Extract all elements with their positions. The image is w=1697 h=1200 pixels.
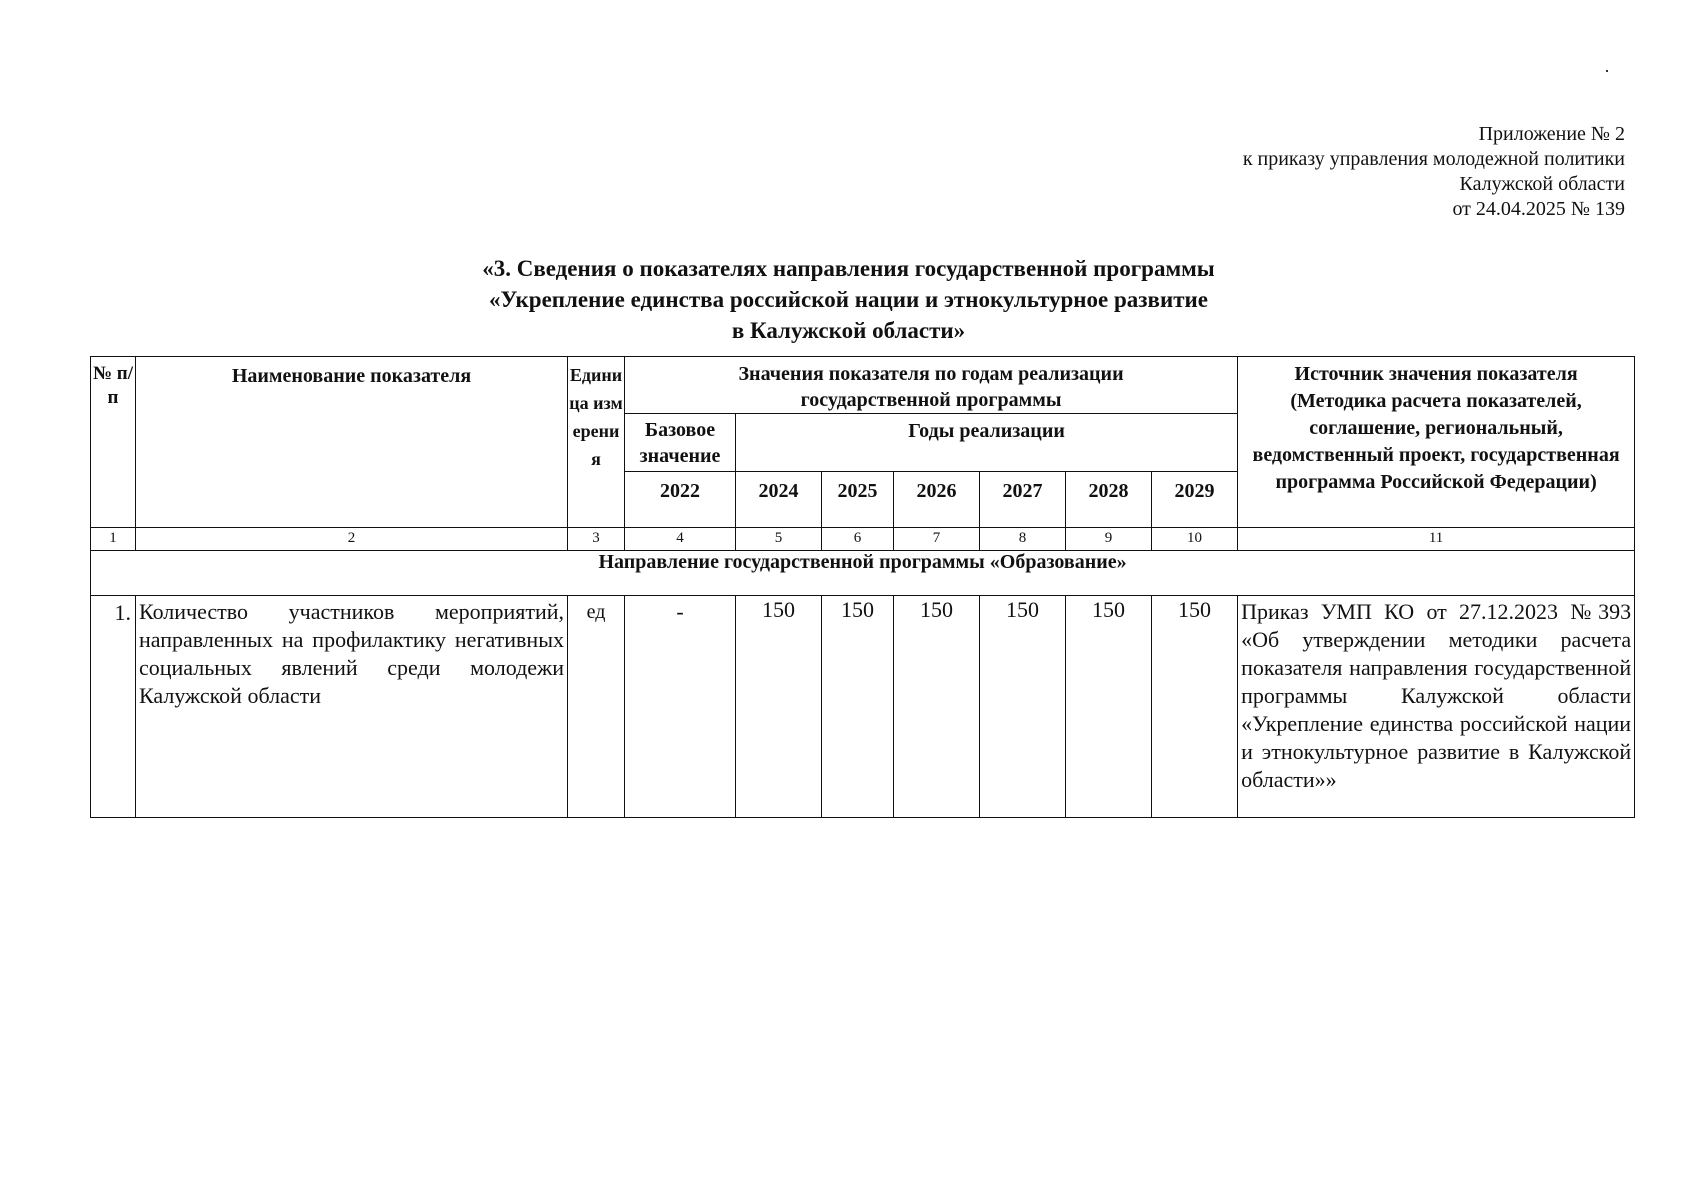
header-year-2027: 2027: [980, 472, 1066, 528]
col-number-4: 4: [625, 528, 736, 551]
col-number-1: 1: [91, 528, 136, 551]
col-number-11: 11: [1238, 528, 1635, 551]
row-value-2028: 150: [1066, 596, 1152, 818]
row-value-2029: 150: [1152, 596, 1238, 818]
row-value-2027: 150: [980, 596, 1066, 818]
document-title: [0, 253, 1697, 346]
table-row: [91, 596, 1635, 818]
appendix-line-3: Калужской области: [1459, 173, 1625, 195]
header-year-2024: 2024: [736, 472, 822, 528]
row-value-2026: 150: [894, 596, 980, 818]
header-year-2028: 2028: [1066, 472, 1152, 528]
scan-speck: [1606, 70, 1608, 72]
appendix-note: [1105, 122, 1625, 222]
col-number-8: 8: [980, 528, 1066, 551]
header-year-2025: 2025: [822, 472, 894, 528]
header-year-2026: 2026: [894, 472, 980, 528]
col-number-7: 7: [894, 528, 980, 551]
header-row-1: [91, 357, 1635, 414]
title-line-3: в Калужской области»: [731, 318, 966, 343]
appendix-line-4: от 24.04.2025 № 139: [1452, 198, 1625, 220]
title-line-2: «Укрепление единства российской нации и этнокультурное развитие: [489, 287, 1208, 312]
header-year-2029: 2029: [1152, 472, 1238, 528]
header-unit: Единица измерения: [568, 357, 625, 528]
column-number-row: [91, 528, 1635, 551]
appendix-line-2: к приказу управления молодежной политики: [1242, 148, 1625, 170]
row-value-2025: 150: [822, 596, 894, 818]
col-number-3: 3: [568, 528, 625, 551]
row-source: Приказ УМП КО от 27.12.2023 №393 «Об утверждении методики расчета показателя направления государственной программы Калужской области «Укрепление единства российской нации и этнокультурное развитие в Калужской области»»: [1238, 596, 1635, 818]
header-years-group: Годы реализации: [736, 414, 1238, 472]
title-line-1: «3. Сведения о показателях направления государственной программы: [482, 256, 1215, 281]
col-number-6: 6: [822, 528, 894, 551]
header-num: № п/п: [91, 357, 136, 528]
section-title: Направление государственной программы «Образование»: [91, 551, 1635, 596]
indicators-table: [90, 356, 1635, 818]
row-name: Количество участников мероприятий, направленных на профилактику негативных социальных явлений среди молодежи Калужской области: [136, 596, 568, 818]
header-values-group: Значения показателя по годам реализации государственной программы: [625, 357, 1238, 414]
row-num: 1.: [91, 596, 136, 818]
col-number-9: 9: [1066, 528, 1152, 551]
col-number-2: 2: [136, 528, 568, 551]
row-value-2024: 150: [736, 596, 822, 818]
col-number-5: 5: [736, 528, 822, 551]
row-unit: ед: [568, 596, 625, 818]
header-name: Наименование показателя: [136, 357, 568, 528]
header-base: Базовое значение: [625, 414, 736, 472]
col-number-10: 10: [1152, 528, 1238, 551]
section-row: [91, 551, 1635, 596]
row-base-value: -: [625, 596, 736, 818]
header-base-year: 2022: [625, 472, 736, 528]
appendix-line-1: Приложение № 2: [1478, 123, 1625, 145]
header-source: Источник значения показателя (Методика расчета показателей, соглашение, региональный, ведомственный проект, государственная программа Российской Федерации): [1238, 357, 1635, 528]
